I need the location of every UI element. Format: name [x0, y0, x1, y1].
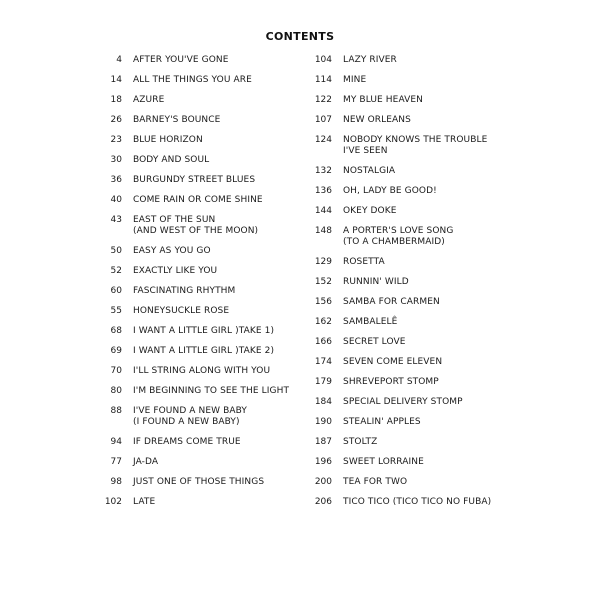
- page-number: 184: [314, 397, 332, 407]
- contents-entry: [95, 246, 295, 257]
- song-title: I WANT A LITTLE GIRL )TAKE 2): [133, 346, 275, 356]
- page-number: 18: [110, 95, 122, 105]
- contents-entry: [305, 115, 505, 126]
- contents-entry: [305, 206, 505, 217]
- song-title: OKEY DOKE: [343, 206, 397, 216]
- page-number: 80: [110, 386, 122, 396]
- song-title: FASCINATING RHYTHM: [133, 286, 236, 296]
- page-number: 132: [314, 166, 332, 176]
- song-title: SAMBA FOR CARMEN: [343, 297, 440, 307]
- song-title: EASY AS YOU GO: [133, 246, 211, 256]
- song-title: EXACTLY LIKE YOU: [133, 266, 218, 276]
- song-title: BARNEY'S BOUNCE: [133, 115, 221, 125]
- contents-entry: [95, 497, 295, 508]
- page-number: 107: [314, 115, 332, 125]
- page-number: 156: [314, 297, 332, 307]
- page-number: 14: [110, 75, 122, 85]
- page-number: 88: [110, 406, 122, 416]
- contents-entry: [305, 417, 505, 428]
- contents-entry: [305, 297, 505, 308]
- contents-entry: [305, 317, 505, 328]
- song-title: SPECIAL DELIVERY STOMP: [343, 397, 463, 407]
- song-title: BURGUNDY STREET BLUES: [133, 175, 256, 185]
- song-title: TEA FOR TWO: [343, 477, 408, 487]
- page-number: 124: [314, 135, 332, 145]
- song-title: EAST OF THE SUN (AND WEST OF THE MOON): [133, 215, 259, 236]
- song-title: COME RAIN OR COME SHINE: [133, 195, 263, 205]
- contents-column-left: [95, 55, 295, 517]
- page-number: 102: [104, 497, 122, 507]
- contents-entry: [95, 115, 295, 126]
- page-number: 26: [110, 115, 122, 125]
- contents-entry: [95, 306, 295, 317]
- song-title: ROSETTA: [343, 257, 385, 267]
- song-title: MY BLUE HEAVEN: [343, 95, 424, 105]
- page-number: 136: [314, 186, 332, 196]
- contents-entry: [95, 346, 295, 357]
- song-title: BLUE HORIZON: [133, 135, 203, 145]
- contents-entry: [95, 386, 295, 397]
- contents-entry: [305, 277, 505, 288]
- page-number: 144: [314, 206, 332, 216]
- contents-entry: [95, 155, 295, 166]
- song-title: LAZY RIVER: [343, 55, 397, 65]
- song-title: SWEET LORRAINE: [343, 457, 424, 467]
- page-number: 36: [110, 175, 122, 185]
- contents-entry: [305, 457, 505, 468]
- song-title: OH, LADY BE GOOD!: [343, 186, 437, 196]
- contents-entry: [95, 135, 295, 146]
- page-number: 40: [110, 195, 122, 205]
- song-title: MINE: [343, 75, 367, 85]
- song-title: I WANT A LITTLE GIRL )TAKE 1): [133, 326, 275, 336]
- song-title: RUNNIN' WILD: [343, 277, 409, 287]
- page-number: 77: [110, 457, 122, 467]
- song-title: NEW ORLEANS: [343, 115, 411, 125]
- contents-entry: [95, 195, 295, 206]
- page-number: 50: [110, 246, 122, 256]
- contents-entry: [305, 377, 505, 388]
- song-title: JA-DA: [133, 457, 159, 467]
- page-number: 23: [110, 135, 122, 145]
- page-number: 43: [110, 215, 122, 225]
- page-number: 70: [110, 366, 122, 376]
- page-number: 114: [314, 75, 332, 85]
- song-title: I'VE FOUND A NEW BABY (I FOUND A NEW BABY): [133, 406, 248, 427]
- song-title: I'M BEGINNING TO SEE THE LIGHT: [133, 386, 290, 396]
- page-number: 94: [110, 437, 122, 447]
- page-number: 200: [314, 477, 332, 487]
- contents-entry: [95, 95, 295, 106]
- page-number: 196: [314, 457, 332, 467]
- contents-entry: [305, 166, 505, 177]
- page-number: 162: [314, 317, 332, 327]
- contents-entry: [305, 337, 505, 348]
- song-title: SHREVEPORT STOMP: [343, 377, 439, 387]
- contents-entry: [95, 215, 295, 237]
- song-title: IF DREAMS COME TRUE: [133, 437, 241, 447]
- song-title: HONEYSUCKLE ROSE: [133, 306, 230, 316]
- page-number: 52: [110, 266, 122, 276]
- page-number: 60: [110, 286, 122, 296]
- contents-entry: [305, 477, 505, 488]
- contents-entry: [305, 186, 505, 197]
- contents-entry: [305, 257, 505, 268]
- song-title: A PORTER'S LOVE SONG (TO A CHAMBERMAID): [343, 226, 454, 247]
- contents-entry: [95, 266, 295, 277]
- song-title: AFTER YOU'VE GONE: [133, 55, 229, 65]
- contents-entry: [95, 55, 295, 66]
- song-title: NOBODY KNOWS THE TROUBLE I'VE SEEN: [343, 135, 488, 156]
- contents-entry: [305, 55, 505, 66]
- page-number: 122: [314, 95, 332, 105]
- contents-entry: [305, 357, 505, 368]
- page-number: 104: [314, 55, 332, 65]
- page-number: 68: [110, 326, 122, 336]
- contents-entry: [95, 406, 295, 428]
- song-title: STOLTZ: [343, 437, 378, 447]
- page-number: 179: [314, 377, 332, 387]
- contents-entry: [95, 286, 295, 297]
- page-number: 166: [314, 337, 332, 347]
- contents-entry: [95, 477, 295, 488]
- page-number: 55: [110, 306, 122, 316]
- song-title: TICO TICO (TICO TICO NO FUBA): [343, 497, 492, 507]
- contents-entry: [95, 457, 295, 468]
- contents-entry: [305, 497, 505, 508]
- contents-entry: [305, 437, 505, 448]
- page-number: 152: [314, 277, 332, 287]
- song-title: JUST ONE OF THOSE THINGS: [133, 477, 265, 487]
- contents-entry: [305, 95, 505, 106]
- contents-entry: [305, 135, 505, 157]
- song-title: I'LL STRING ALONG WITH YOU: [133, 366, 271, 376]
- contents-entry: [95, 366, 295, 377]
- page-number: 187: [314, 437, 332, 447]
- contents-entry: [95, 437, 295, 448]
- page-number: 206: [314, 497, 332, 507]
- song-title: STEALIN' APPLES: [343, 417, 421, 427]
- page-number: 69: [110, 346, 122, 356]
- page-title: CONTENTS: [265, 30, 335, 43]
- page-number: 148: [314, 226, 332, 236]
- page-number: 98: [110, 477, 122, 487]
- song-title: SEVEN COME ELEVEN: [343, 357, 443, 367]
- song-title: NOSTALGIA: [343, 166, 396, 176]
- page-number: 30: [110, 155, 122, 165]
- contents-column-right: [305, 55, 505, 517]
- contents-entry: [95, 175, 295, 186]
- song-title: LATE: [133, 497, 156, 507]
- song-title: AZURE: [133, 95, 165, 105]
- contents-entry: [95, 75, 295, 86]
- song-title: BODY AND SOUL: [133, 155, 210, 165]
- contents-entry: [95, 326, 295, 337]
- page-number: 190: [314, 417, 332, 427]
- contents-entry: [305, 226, 505, 248]
- page-number: 129: [314, 257, 332, 267]
- contents-entry: [305, 397, 505, 408]
- song-title: SAMBALELÊ: [343, 317, 398, 327]
- page-number: 4: [116, 55, 122, 65]
- page-number: 174: [314, 357, 332, 367]
- song-title: ALL THE THINGS YOU ARE: [133, 75, 252, 85]
- contents-entry: [305, 75, 505, 86]
- song-title: SECRET LOVE: [343, 337, 406, 347]
